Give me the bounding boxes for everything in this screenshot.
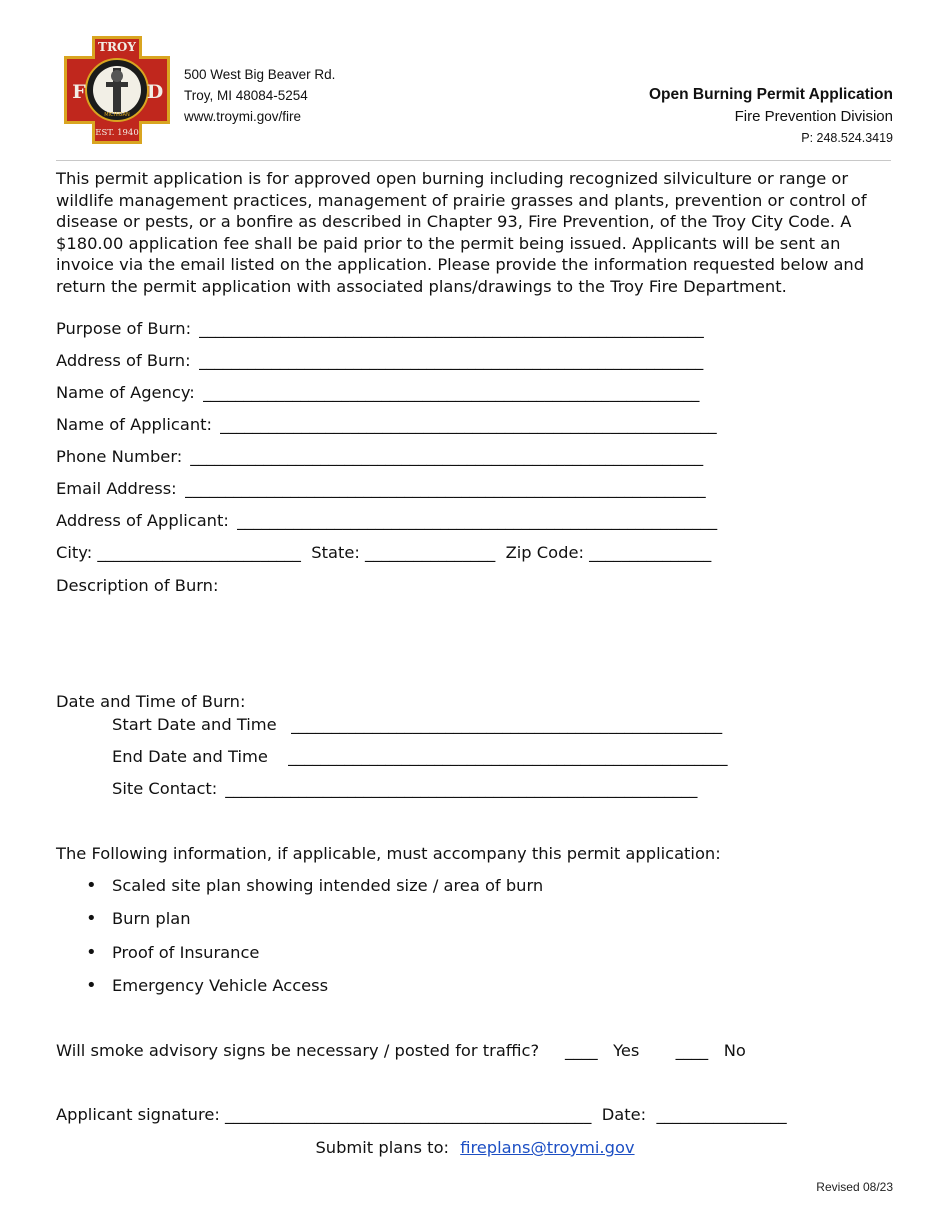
applicant-fields: [56, 317, 856, 573]
date-time-label: Date and Time of Burn:: [56, 692, 246, 711]
intro-paragraph: This permit application is for approved open burning including recognized silviculture or range or wildlife management practices, management of prairie grasses and plants, prevention or control of disease or pests, or a bonfire as described in Chapter 93, Fire Prevention, of the Troy City Code. A $180.00 application fee shall be paid prior to the permit being issued. Applicants will be sent an invoice via the email listed on the application. Please provide the information requested below and return the permit application with associated plans/drawings to the Troy Fire Department.: [56, 169, 867, 296]
required-attachments-list: [86, 874, 543, 1007]
logo-bottom-text: EST. 1940: [95, 128, 139, 138]
field-name-of-applicant[interactable]: Name of Applicant: _____________________________________________________________: [56, 415, 717, 434]
field-end-date-time[interactable]: End Date and Time ______________________________________________________: [112, 747, 728, 766]
address-line: 500 West Big Beaver Rd.: [184, 67, 336, 82]
logo-top-text: TROY: [98, 40, 136, 54]
field-address-of-burn[interactable]: Address of Burn: ______________________________________________________________: [56, 351, 704, 370]
submit-email-link[interactable]: fireplans@troymi.gov: [460, 1138, 635, 1157]
required-attachments-heading: The Following information, if applicable, must accompany this permit application:: [56, 844, 721, 863]
field-name-of-agency[interactable]: Name of Agency: _____________________________________________________________: [56, 383, 700, 402]
address-line: Troy, MI 48084-5254: [184, 88, 308, 103]
field-phone-number[interactable]: Phone Number: _______________________________________________________________: [56, 447, 704, 466]
logo-right-letter: D: [146, 81, 164, 103]
website-line: www.troymi.gov/fire: [184, 109, 302, 124]
list-item: • Proof of Insurance: [86, 941, 543, 974]
logo-left-letter: F: [72, 81, 86, 103]
list-item: • Scaled site plan showing intended size / area of burn: [86, 874, 543, 907]
field-city-state-zip[interactable]: City: _________________________ State: ________________ Zip Code: _______________: [56, 543, 712, 562]
division-phone: P: 248.524.3419: [801, 131, 893, 145]
submit-plans: [0, 1136, 950, 1160]
smoke-advisory-question[interactable]: Will smoke advisory signs be necessary / posted for traffic? ____ Yes ____ No: [56, 1041, 746, 1060]
list-item: • Burn plan: [86, 907, 543, 940]
department-address: [184, 64, 335, 127]
field-start-date-time[interactable]: Start Date and Time _____________________________________________________: [112, 715, 723, 734]
field-email-address[interactable]: Email Address: ________________________________________________________________: [56, 479, 706, 498]
description-of-burn-label: Description of Burn:: [56, 576, 219, 595]
troy-fire-logo: [62, 34, 172, 146]
division-name: Fire Prevention Division: [734, 108, 893, 125]
revision-date: Revised 08/23: [816, 1180, 893, 1194]
signature-line[interactable]: Applicant signature: _____________________________________________ Date: ________________: [56, 1105, 787, 1124]
field-site-contact[interactable]: Site Contact: __________________________________________________________: [112, 779, 698, 798]
header-info: [649, 84, 893, 148]
submit-label: Submit plans to:: [315, 1138, 450, 1157]
field-purpose-of-burn[interactable]: Purpose of Burn: ______________________________________________________________: [56, 319, 704, 338]
field-address-of-applicant[interactable]: Address of Applicant: ___________________________________________________________: [56, 511, 718, 530]
logo-ribbon-text: MICHIGAN: [104, 112, 130, 118]
list-item: • Emergency Vehicle Access: [86, 974, 543, 1007]
date-time-fields: [112, 713, 832, 809]
form-title: Open Burning Permit Application: [649, 86, 893, 103]
header-divider: [56, 160, 891, 161]
